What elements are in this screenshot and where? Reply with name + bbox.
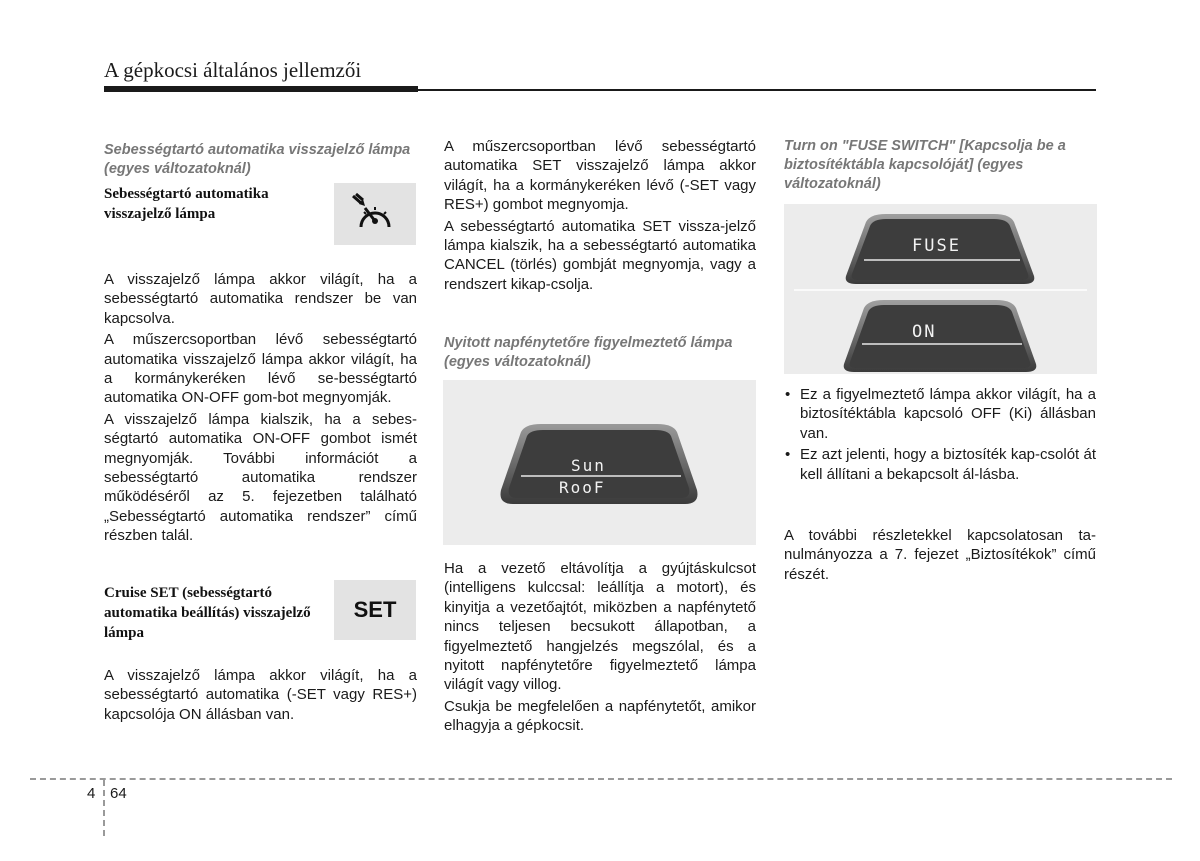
bullet-item: • Ez a figyelmeztető lámpa akkor világít, ha a biztosítéktábla kapcsoló OFF (Ki) állásban van. [784,385,1096,443]
set-indicator-icon: SET [334,580,416,640]
fuse-display-text: FUSE [912,236,961,256]
col1-paragraph-1: A visszajelző lámpa akkor világít, ha a sebességtartó automatika rendszer be van kapcsolva. [104,271,417,327]
cruise-indicator-icon-box [334,183,416,245]
header-rule-thick [104,86,418,92]
col2-paragraph-3: Ha a vezető eltávolítja a gyújtáskulcsot (intelligens kulccsal: leállítja a motort), és kinyitja a vezetőajtót, miközben a napfénytető nincs teljesen becsukott állapotban, a figyelmeztető hangjelzés megszólal, és a nyitott napfénytetőre figyelmeztető lámpa világít vagy villog. [444,560,756,694]
col1-body-top [104,270,417,548]
fuse-switch-display-image [784,204,1097,374]
fuse-switch-lcd-displays [784,204,1097,374]
footer-dashed-divider [103,780,105,836]
col2-body-bottom [444,559,756,738]
sunroof-display-line1: Sun [571,456,606,475]
col3-subheading: Turn on "FUSE SWITCH" [Kapcsolja be a biztosítéktábla kapcsolóját] (egyes változatoknál) [784,138,1066,192]
chapter-number: 4 [87,785,96,802]
cruise-set-indicator-label: Cruise SET (sebességtartó automatika beállítás) visszajelző lámpa [104,585,311,641]
page-header-title: A gépkocsi általános jellemzői [104,58,362,82]
speedometer-cruise-icon [334,183,416,245]
on-display-text: ON [912,322,937,342]
col1-paragraph-3: A visszajelző lámpa kialszik, ha a sebes-ségtartó automatika ON-OFF gombot ismét megnyomják. További információt a sebességtartó automatika rendszer működéséről az 5. fejezetben található „Sebességtartó automatika rendszer” című részben talál. [104,410,417,545]
col1-paragraph-4: A visszajelző lámpa akkor világít, ha a sebességtartó automatika (-SET vagy RES+) kapcsolója ON állásban van. [104,667,417,723]
col2-body-top [444,137,756,296]
col3-paragraph: A további részletekkel kapcsolatosan ta-nulmányozza a 7. fejezet „Biztosítékok” című részét. [784,527,1096,583]
col3-bullets [784,385,1096,486]
col2-subheading: Nyitott napfénytetőre figyelmeztető lámpa (egyes változatoknál) [444,335,733,370]
footer-dashed-rule [30,778,1172,780]
sunroof-display-image [443,380,756,545]
col2-paragraph-1: A műszercsoportban lévő sebességtartó automatika SET visszajelző lámpa akkor világít, ha a kormánykeréken lévő (-SET vagy RES+) gombot megnyomja. [444,138,756,214]
col2-paragraph-2: A sebességtartó automatika SET vissza-jelző lámpa kialszik, ha a sebességtartó automatika CANCEL (törlés) gombját megnyomja, vagy a rendszert kikap-csolja. [444,217,756,293]
header-rule-thin [418,89,1096,91]
page-number: 64 [110,785,127,802]
col1-subheading: Sebességtartó automatika visszajelző lámpa (egyes változatoknál) [104,142,411,177]
col1-paragraph-2: A műszercsoportban lévő sebességtartó automatika visszajelző lámpa akkor világít, ha a kormánykeréken lévő se-bességtartó automatika ON-OFF gom-bot megnyomják. [104,331,417,407]
bullet-item: • Ez azt jelenti, hogy a biztosíték kap-csolót át kell állítani a bekapcsolt ál-lásba. [784,445,1096,484]
sunroof-display-line2: RooF [559,478,606,497]
cruise-indicator-label: Sebességtartó automatika visszajelző lámpa [104,186,269,222]
col2-paragraph-4: Csukja be megfelelően a napfénytetőt, amikor elhagyja a gépkocsit. [444,697,756,735]
